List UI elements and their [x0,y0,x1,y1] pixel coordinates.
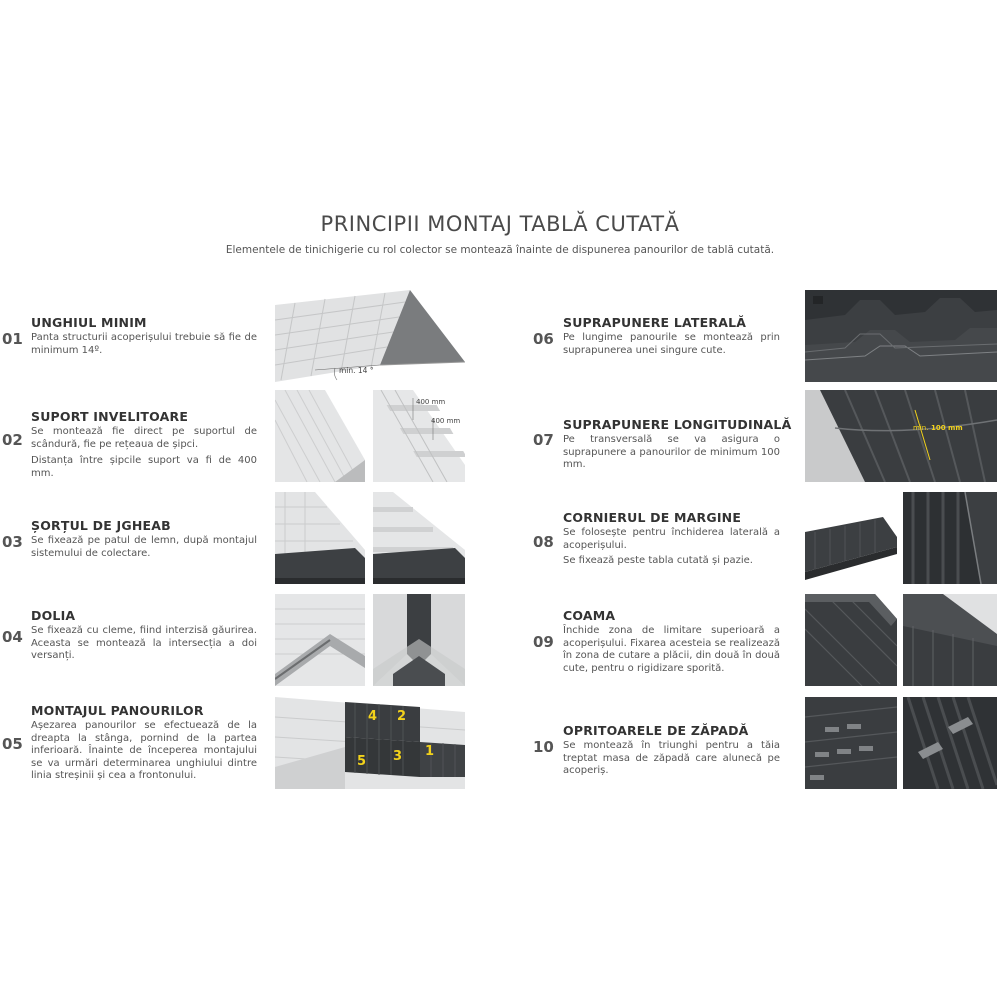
battens-figure [373,390,465,482]
step-title: DOLIA [31,608,76,623]
spacing-label: 400 mm [431,417,461,425]
overlap-prefix: min. [913,424,929,432]
step-number: 06 [533,330,554,348]
angle-label: min. 14 ° [339,366,374,375]
eaves-flashing-figure-2 [373,492,465,584]
step-text: Panta structurii acoperișului trebuie să fie de minimum 14º. [31,332,257,356]
step-text: Închide zona de limitare superioară a acoperișului. Fixarea acesteia se realizează în zona de cutare a plăcii, din două în două cute, pentru o rigidizare sporită. [563,625,780,674]
panel-label: 2 [397,709,407,724]
page-subtitle: Elementele de tinichigerie cu rol colector se montează înainte de dispunerea panourilor de tablă cutată. [225,244,775,256]
valley-figure-2 [373,594,465,686]
step-number: 02 [2,431,23,449]
step-text: Distanța între șipcile suport va fi de 400 mm. [31,455,257,479]
step-title: COAMA [563,608,616,623]
panel-sequence-figure [275,697,465,789]
step-title: MONTAJUL PANOURILOR [31,703,204,718]
step-title: SUPRAPUNERE LONGITUDINALĂ [563,417,792,432]
side-overlap-figure [805,290,997,382]
step-title: UNGHIUL MINIM [31,315,147,330]
step-text: Se montează în triunghi pentru a tăia treptat masa de zăpadă care alunecă pe acoperiș. [563,740,780,776]
step-text: Așezarea panourilor se efectuează de la dreapta la stânga, pornind de la partea inferioară. Înainte de începerea montajului se va urmări determinarea unghiului dintre linia streșinii și cea a frontonului. [31,720,257,781]
eaves-flashing-figure [275,492,365,584]
ridge-figure-2 [903,594,997,686]
ridge-figure [805,594,897,686]
step-number: 05 [2,735,23,753]
step-number: 08 [533,533,554,551]
step-number: 01 [2,330,23,348]
step-number: 10 [533,738,554,756]
step-number: 03 [2,533,23,551]
step-title: SUPORT INVELITOARE [31,409,189,424]
valley-figure [275,594,365,686]
panel-label: 1 [425,744,435,759]
step-title: ȘORȚUL DE JGHEAB [31,518,171,533]
snow-guard-figure-2 [903,697,997,789]
spacing-label: 400 mm [416,398,446,406]
step-text: Se montează fie direct pe suportul de scândură, fie pe rețeaua de șipci. [31,426,257,450]
edge-trim-figure [805,492,897,584]
step-title: SUPRAPUNERE LATERALĂ [563,315,747,330]
step-text: Pe lungime panourile se montează prin suprapunerea unei singure cute. [563,332,780,356]
panel-label: 4 [368,709,378,724]
page-title: PRINCIPII MONTAJ TABLĂ CUTATĂ [320,212,680,236]
board-support-figure [275,390,365,482]
step-title: CORNIERUL DE MARGINE [563,510,742,525]
step-text: Se fixează peste tabla cutată și pazie. [563,555,753,566]
step-text: Pe transversală se va asigura o suprapunere a panourilor de minimum 100 mm. [563,434,780,470]
roof-angle-figure [275,290,465,382]
step-text: Se folosește pentru închiderea laterală a acoperișului. [563,527,780,551]
overlap-value: 100 mm [931,424,963,432]
snow-guard-figure [805,697,897,789]
step-text: Se fixează pe patul de lemn, după montajul sistemului de colectare. [31,535,257,559]
longitudinal-overlap-figure [805,390,997,482]
panel-label: 5 [357,754,367,769]
step-text: Se fixează cu cleme, fiind interzisă găurirea. Aceasta se montează la intersecția a doi versanți. [31,625,257,661]
edge-trim-figure-2 [903,492,997,584]
panel-label: 3 [393,749,403,764]
step-title: OPRITOARELE DE ZĂPADĂ [563,723,749,738]
step-number: 07 [533,431,554,449]
step-number: 04 [2,628,23,646]
step-number: 09 [533,633,554,651]
